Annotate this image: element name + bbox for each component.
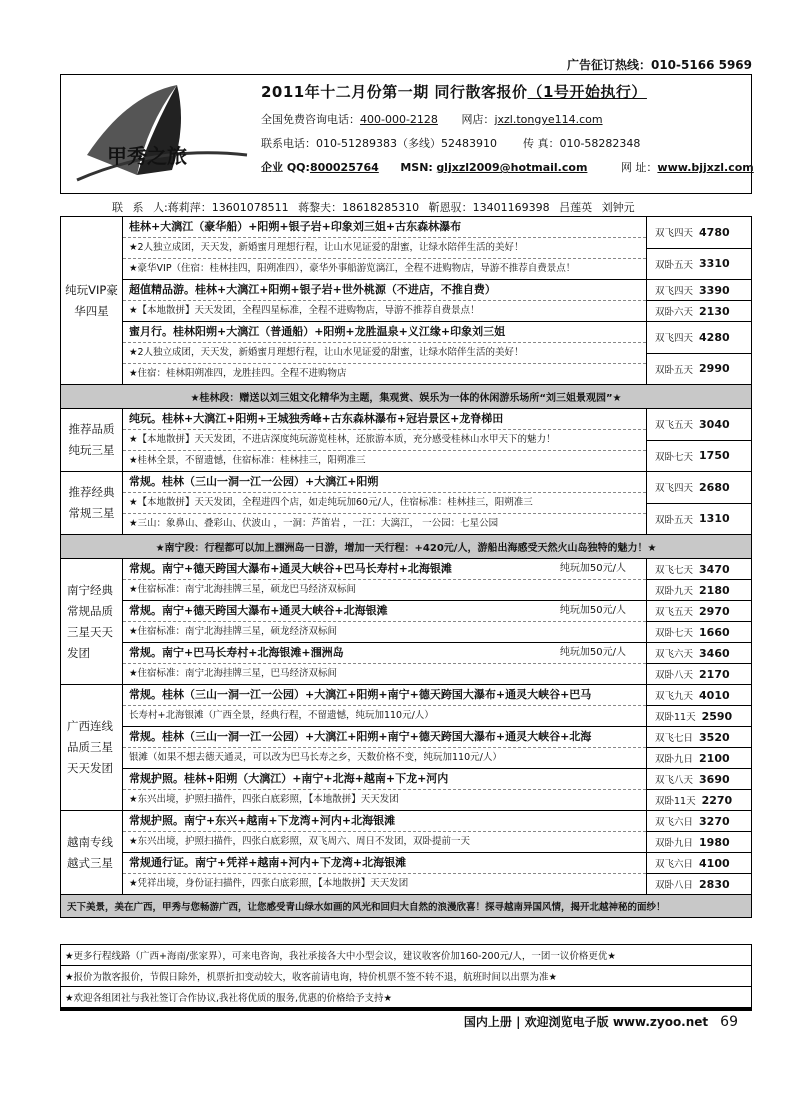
route-description [123, 280, 647, 321]
route-line-text: 桂林+大漓江（豪华船）+阳朔+银子岩+印象刘三姐+古东森林瀑布 [129, 220, 462, 233]
route-description [123, 769, 647, 810]
route-line-text: ★三山：象鼻山、叠彩山、伏波山 ，一洞：芦笛岩 ，一江：大漓江， 一公园：七星公园 [129, 518, 499, 529]
price-column [647, 685, 751, 726]
price-row [647, 354, 751, 385]
route-line-text: 常规。桂林（三山一洞一江一公园）+大漓江+阳朔+南宁+德天跨国大瀑布+通灵大峡谷+巴马 [129, 688, 592, 701]
route-description [123, 643, 647, 684]
section-category: 推荐品质纯玩三星 [61, 409, 123, 471]
route-note [123, 430, 646, 451]
price-row [647, 706, 751, 726]
route-line-text: 银滩（如果不想去德天通灵，可以改为巴马长寿之乡，天数价格不变，纯玩加110元/人） [129, 752, 502, 763]
tour-section [61, 472, 751, 535]
price-value: 2680 [699, 480, 730, 494]
price-label: 双卧九天 [655, 586, 694, 597]
section-body [123, 811, 751, 894]
section-body [123, 217, 751, 384]
price-label: 双飞八天 [655, 775, 694, 786]
route-line-text: ★东兴出境，护照扫描件，四张白底彩照，【本地散拼】天天发团 [129, 794, 399, 805]
price-label: 双飞六日 [655, 817, 694, 828]
price-label: 双飞五天 [655, 607, 694, 618]
price-row [647, 622, 751, 642]
route-title [123, 601, 646, 622]
price-value: 1750 [699, 449, 730, 463]
route-title [123, 472, 646, 493]
price-value: 3270 [699, 814, 730, 828]
route-line-text: 常规。南宁+巴马长寿村+北海银滩+涠洲岛 [129, 646, 344, 659]
price-value: 4780 [699, 225, 730, 239]
route-line-text: ★2人独立成团，天天发，新婚蜜月理想行程，让山水见证爱的甜蜜，让绿水陪伴生活的美好！ [129, 242, 524, 253]
route-group [123, 811, 751, 853]
route-line-text: ★【本地散拼】天天发团，全程四星标准，全程不进购物店，导游不推荐自费景点！ [129, 305, 480, 316]
route-description [123, 559, 647, 600]
price-column [647, 217, 751, 279]
route-line-text: ★豪华VIP（住宿：桂林挂四，阳朔准四），豪华外事船游览漓江，全程不进购物店，导游不推荐自费景点！ [129, 263, 576, 274]
route-line-text: ★住宿：桂林阳朔准四，龙胜挂四。全程不进购物店 [129, 368, 347, 379]
price-label: 双飞六天 [655, 649, 694, 660]
price-row [647, 832, 751, 852]
route-group [123, 685, 751, 727]
route-title [123, 217, 646, 238]
price-row [647, 727, 751, 748]
route-description [123, 727, 647, 768]
price-value: 3040 [699, 417, 730, 431]
price-column [647, 643, 751, 684]
route-line-text: ★东兴出境，护照扫描件，四张白底彩照，双飞周六、周日不发团，双卧提前一天 [129, 836, 471, 847]
route-line-text: ★住宿标准：南宁北海挂牌三星，硕龙经济双标间 [129, 626, 338, 637]
price-value: 4280 [699, 330, 730, 344]
route-line-text: 常规护照。桂林+阳朔（大漓江）+南宁+北海+越南+下龙+河内 [129, 772, 449, 785]
price-row [647, 874, 751, 894]
price-row [647, 441, 751, 472]
price-value: 2990 [699, 362, 730, 376]
route-line-text: ★住宿标准：南宁北海挂牌三星，硕龙巴马经济双标间 [129, 584, 357, 595]
section-category: 推荐经典常规三星 [61, 472, 123, 534]
route-line-text: 常规。桂林（三山一洞一江一公园）+大漓江+阳朔+南宁+德天跨国大瀑布+通灵大峡谷+北海 [129, 730, 592, 743]
route-description [123, 322, 647, 384]
price-row [647, 249, 751, 280]
price-value: 3520 [699, 730, 730, 744]
price-label: 双飞七日 [655, 733, 694, 744]
price-label: 双卧九日 [655, 754, 694, 765]
route-line-text: ★【本地散拼】天天发团，全程进四个店，如走纯玩加60元/人，住宿标准：桂林挂三，阳朔准三 [129, 497, 533, 508]
route-note [123, 364, 646, 384]
route-note [123, 451, 646, 471]
section-category: 广西连线品质三星天天发团 [61, 685, 123, 810]
footer-band: 天下美景，美在广西，甲秀与您畅游广西，让您感受青山绿水如画的风光和回归大自然的浪漫欣喜！探寻越南异国风情，揭开北越神秘的面纱！ [61, 895, 751, 917]
route-description [123, 472, 647, 534]
surcharge-note: 纯玩加50元/人 [559, 605, 626, 616]
route-line-text: ★凭祥出境，身份证扫描件，四张白底彩照，【本地散拼】天天发团 [129, 878, 409, 889]
route-line-text: ★住宿标准：南宁北海挂牌三星，巴马经济双标间 [129, 668, 338, 679]
route-line-text: ★2人独立成团，天天发，新婚蜜月理想行程，让山水见证爱的甜蜜，让绿水陪伴生活的美好！ [129, 347, 524, 358]
route-line-text: 常规。桂林（三山一洞一江一公园）+大漓江+阳朔 [129, 475, 379, 488]
price-column [647, 727, 751, 768]
route-note [123, 259, 646, 279]
price-value: 3690 [699, 772, 730, 786]
price-value: 3390 [699, 283, 730, 297]
route-note [123, 514, 646, 534]
route-group [123, 472, 751, 534]
price-value: 1310 [699, 512, 730, 526]
route-line-text: 常规。南宁+德天跨国大瀑布+通灵大峡谷+巴马长寿村+北海银滩 [129, 562, 452, 575]
route-line-text: 蜜月行。桂林阳朔+大漓江（普通船）+阳朔+龙胜温泉+义江缘+印象刘三姐 [129, 325, 506, 338]
price-label: 双飞四天 [655, 228, 694, 240]
route-group [123, 853, 751, 894]
surcharge-note: 纯玩加50元/人 [559, 563, 626, 574]
company-logo [67, 85, 257, 185]
price-label: 双卧五天 [655, 514, 694, 526]
route-title [123, 322, 646, 343]
qq-msn-line: 企业 QQ:800025764 MSN: gljxzl2009@hotmail.com 网 址：www.bjjxzl.com [261, 161, 754, 174]
route-line-text: ★桂林全景，不留遗憾，住宿标准：桂林挂三，阳朔准三 [129, 455, 366, 466]
price-row [647, 790, 751, 810]
price-value: 2590 [701, 709, 733, 723]
note-line: ★欢迎各组团社与我社签订合作协议,我社将优质的服务,优惠的价格给予支持★ [65, 993, 393, 1004]
route-note [123, 874, 646, 894]
info-band: ★南宁段：行程都可以加上涠洲岛一日游，增加一天行程：+420元/人，游船出海感受天然火山岛独特的魅力！★ [61, 535, 751, 559]
price-value: 2270 [701, 793, 733, 807]
note-line: ★更多行程线路（广西+海南/张家界），可来电咨询，我社承接各大中小型会议，建议收客价加160-200元/人，一团一议价格更优★ [61, 945, 751, 966]
price-label: 双飞四天 [655, 333, 694, 345]
route-description [123, 601, 647, 642]
tour-section [61, 685, 751, 811]
price-label: 双卧八日 [655, 880, 694, 891]
route-title [123, 685, 646, 706]
price-label: 双卧七天 [655, 628, 694, 639]
section-body [123, 685, 751, 810]
price-column [647, 280, 751, 321]
price-label: 双飞六日 [655, 859, 694, 870]
price-value: 2830 [699, 877, 730, 891]
bottom-footer: 国内上册 | 欢迎浏览电子版 www.zyoo.net 69 [463, 1014, 738, 1030]
price-value: 3310 [699, 257, 730, 271]
route-title [123, 769, 646, 790]
route-title [123, 853, 646, 874]
route-description [123, 409, 647, 471]
route-group [123, 643, 751, 684]
section-body [123, 409, 751, 471]
price-label: 双飞四天 [655, 483, 694, 495]
price-table [60, 216, 752, 918]
section-body [123, 472, 751, 534]
price-column [647, 559, 751, 600]
route-title [123, 409, 646, 430]
route-title [123, 280, 646, 301]
logo-text: 甲秀之旅 [107, 144, 187, 168]
surcharge-note: 纯玩加50元/人 [559, 647, 626, 658]
price-value: 4010 [699, 688, 730, 702]
price-row [647, 601, 751, 622]
route-line-text: 超值精品游。桂林+大漓江+阳朔+银子岩+世外桃源（不进店，不推自费） [129, 283, 496, 296]
price-label: 双卧九日 [655, 838, 694, 849]
price-row [647, 301, 751, 321]
free-hotline-line: 全国免费咨询电话：400-000-2128 网店：jxzl.tongye114.com [261, 113, 603, 126]
section-body [123, 559, 751, 684]
price-value: 1980 [699, 835, 730, 849]
page-number: 69 [720, 1014, 738, 1030]
price-value: 2170 [699, 667, 730, 681]
price-column [647, 601, 751, 642]
price-row [647, 643, 751, 664]
route-group [123, 280, 751, 322]
route-title [123, 727, 646, 748]
price-value: 2130 [699, 304, 730, 318]
route-line-text: 常规护照。南宁+东兴+越南+下龙湾+河内+北海银滩 [129, 814, 396, 827]
note-line: ★报价为散客报价，节假日除外，机票折扣变动较大，收客前请电询，特价机票不签不转不退，航班时间以出票为准★ [61, 966, 751, 987]
route-line-text: 常规通行证。南宁+凭祥+越南+河内+下龙湾+北海银滩 [129, 856, 407, 869]
price-label: 双飞五天 [655, 420, 694, 432]
route-note [123, 748, 646, 768]
price-label: 双卧八天 [655, 670, 694, 681]
route-line-text: 常规。南宁+德天跨国大瀑布+通灵大峡谷+北海银滩 [129, 604, 388, 617]
price-value: 3460 [699, 646, 730, 660]
price-value: 1660 [699, 625, 730, 639]
price-column [647, 769, 751, 810]
route-line-text: 纯玩。桂林+大漓江+阳朔+王城独秀峰+古东森林瀑布+冠岩景区+龙脊梯田 [129, 412, 504, 425]
price-row [647, 853, 751, 874]
price-column [647, 322, 751, 384]
header-box [60, 74, 752, 194]
tour-section [61, 217, 751, 385]
info-band: ★桂林段：赠送以刘三姐文化精华为主题，集观赏、娱乐为一体的休闲游乐场所“刘三姐景观园”★ [61, 385, 751, 409]
route-description [123, 811, 647, 852]
price-row [647, 664, 751, 684]
route-group [123, 409, 751, 471]
price-column [647, 409, 751, 471]
price-label: 双卧五天 [655, 259, 694, 271]
price-label: 双卧六天 [655, 307, 694, 318]
route-group [123, 217, 751, 280]
route-note [123, 664, 646, 684]
route-line-text: 长寿村+北海银滩（广西全景，经典行程，不留遗憾，纯玩加110元/人） [129, 710, 434, 721]
price-label: 双卧11天 [655, 712, 696, 723]
route-group [123, 769, 751, 810]
route-note [123, 622, 646, 642]
ad-hotline: 广告征订热线：010-5166 5969 [566, 58, 752, 72]
page-title: 2011年十二月份第一期 同行散客报价（1号开始执行） [261, 83, 647, 101]
route-note [123, 301, 646, 321]
phone-fax-line: 联系电话：010-51289383（多线）52483910 传 真：010-58282348 [261, 137, 641, 150]
price-row [647, 217, 751, 249]
route-title [123, 559, 646, 580]
price-row [647, 472, 751, 504]
route-group [123, 601, 751, 643]
price-value: 2970 [699, 604, 730, 618]
price-value: 4100 [699, 856, 730, 870]
price-label: 双飞四天 [655, 286, 694, 297]
price-row [647, 811, 751, 832]
section-category: 越南专线越式三星 [61, 811, 123, 894]
route-description [123, 853, 647, 894]
price-row [647, 409, 751, 441]
price-row [647, 322, 751, 354]
tour-section [61, 811, 751, 895]
price-row [647, 504, 751, 535]
section-category: 纯玩VIP豪华四星 [61, 217, 123, 384]
route-note [123, 580, 646, 600]
route-title [123, 643, 646, 664]
price-label: 双飞九天 [655, 691, 694, 702]
price-row [647, 559, 751, 580]
route-note [123, 832, 646, 852]
price-row [647, 280, 751, 301]
route-group [123, 559, 751, 601]
route-note [123, 790, 646, 810]
route-group [123, 727, 751, 769]
price-value: 2100 [699, 751, 730, 765]
price-label: 双卧七天 [655, 451, 694, 463]
price-column [647, 472, 751, 534]
route-note [123, 343, 646, 364]
price-row [647, 685, 751, 706]
route-title [123, 811, 646, 832]
notes-box [60, 944, 752, 1008]
price-label: 双飞七天 [655, 565, 694, 576]
contacts-line: 联 系 人:蒋莉萍：13601078511 蒋黎夫：18618285310 靳恩驭：13401169398 吕莲英 刘钟元 [112, 201, 635, 214]
price-label: 双卧五天 [655, 364, 694, 376]
route-note [123, 238, 646, 259]
tour-section [61, 559, 751, 685]
price-column [647, 811, 751, 852]
section-category: 南宁经典常规品质三星天天发团 [61, 559, 123, 684]
price-label: 双卧11天 [655, 796, 696, 807]
route-description [123, 685, 647, 726]
route-line-text: ★【本地散拼】天天发团，不进店深度纯玩游览桂林，还旅游本质，充分感受桂林山水甲天下的魅力！ [129, 434, 556, 445]
route-note [123, 706, 646, 726]
bottom-rule [60, 1008, 752, 1011]
tour-section [61, 409, 751, 472]
price-row [647, 748, 751, 768]
route-group [123, 322, 751, 384]
price-row [647, 769, 751, 790]
route-note [123, 493, 646, 514]
price-value: 3470 [699, 562, 730, 576]
price-column [647, 853, 751, 894]
route-description [123, 217, 647, 279]
price-row [647, 580, 751, 600]
price-value: 2180 [699, 583, 730, 597]
